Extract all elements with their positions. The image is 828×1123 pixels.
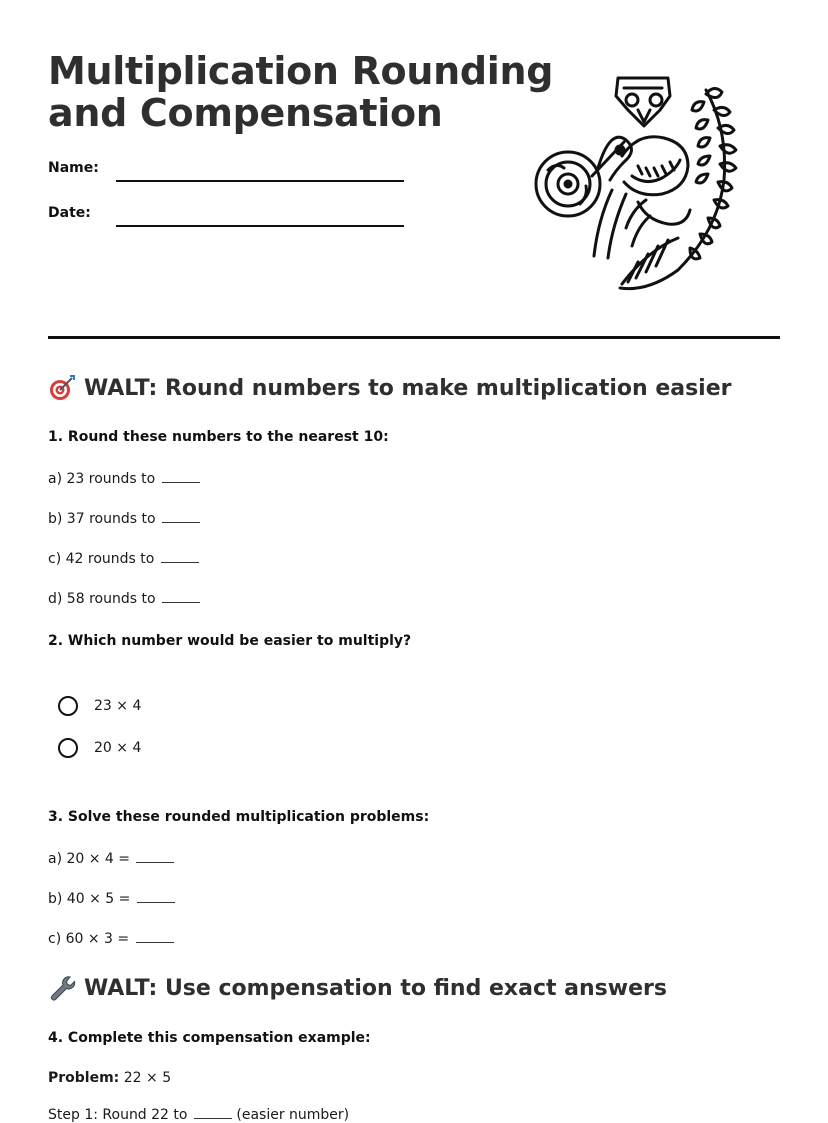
q1-item-a: a) 23 rounds to [48, 470, 200, 487]
question-1: 1. Round these numbers to the nearest 10: [48, 429, 389, 445]
answer-blank[interactable] [162, 510, 200, 523]
question-3: 3. Solve these rounded multiplication problems: [48, 809, 430, 825]
problem-line: Problem: 22 × 5 [48, 1070, 172, 1086]
q3-item-c: c) 60 × 3 = [48, 930, 174, 947]
date-label: Date: [48, 205, 91, 221]
step-1-line: Step 1: Round 22 to (easier number) [48, 1107, 350, 1123]
q2-option-1[interactable] [58, 696, 141, 716]
q1-item-c: c) 42 rounds to [48, 550, 199, 567]
q3-item-a: a) 20 × 4 = [48, 850, 174, 867]
radio-button[interactable] [58, 696, 78, 716]
name-label: Name: [48, 160, 99, 176]
q1-item-b: b) 37 rounds to [48, 510, 200, 527]
answer-blank[interactable] [136, 930, 174, 943]
question-2: 2. Which number would be easier to multiply? [48, 633, 412, 649]
option-label: 23 × 4 [94, 698, 142, 714]
section-heading-text: WALT: Use compensation to find exact answers [84, 975, 667, 1001]
title-line-1: Multiplication Rounding [48, 49, 554, 93]
q2-option-2[interactable] [58, 738, 141, 758]
wrench-icon [48, 974, 76, 1002]
section-heading-rounding [48, 374, 732, 402]
option-label: 20 × 4 [94, 740, 142, 756]
title-line-2: and Compensation [48, 91, 443, 135]
answer-blank[interactable] [162, 590, 200, 603]
page-title [48, 50, 553, 134]
answer-blank[interactable] [161, 550, 199, 563]
answer-blank[interactable] [136, 850, 174, 863]
question-4: 4. Complete this compensation example: [48, 1030, 371, 1046]
maori-bird-fern-emblem-icon [528, 70, 748, 296]
q3-item-b: b) 40 × 5 = [48, 890, 175, 907]
answer-blank[interactable] [162, 470, 200, 483]
section-divider [48, 336, 780, 339]
date-field[interactable] [116, 225, 404, 227]
target-icon [48, 374, 76, 402]
section-heading-text: WALT: Round numbers to make multiplication easier [84, 375, 732, 401]
radio-button[interactable] [58, 738, 78, 758]
section-heading-compensation [48, 974, 667, 1002]
answer-blank[interactable] [194, 1106, 232, 1119]
answer-blank[interactable] [137, 890, 175, 903]
q1-item-d: d) 58 rounds to [48, 590, 200, 607]
name-field[interactable] [116, 180, 404, 182]
